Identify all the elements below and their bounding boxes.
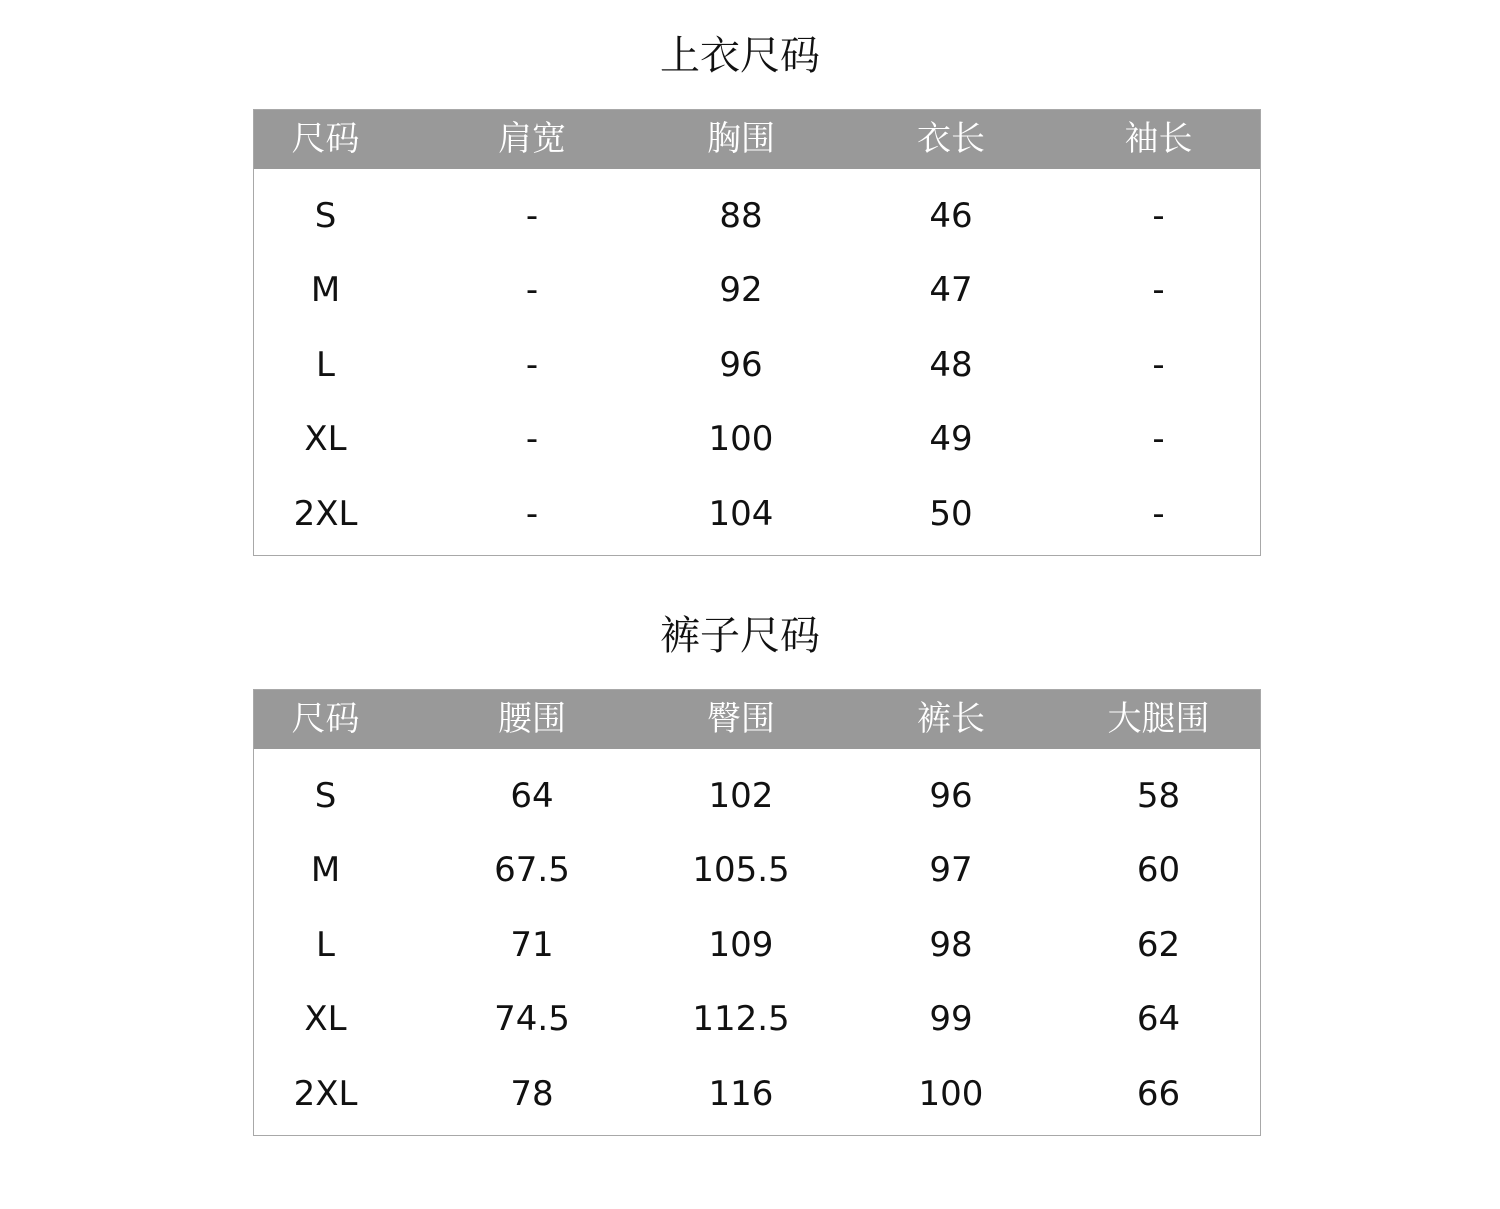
table-row (254, 1057, 1260, 1131)
table-row (254, 982, 1260, 1056)
table-row (254, 402, 1260, 476)
table-cell: 96 (719, 344, 763, 385)
table-cell: L (316, 924, 335, 965)
pants-header-waist: 腰围 (498, 699, 566, 739)
table-cell: 96 (929, 776, 973, 816)
pants-header-size: 尺码 (291, 699, 360, 739)
table-cell: 98 (929, 924, 973, 965)
table-cell: 100 (708, 419, 774, 460)
tops-size-table (253, 109, 1261, 556)
tops-table-header (254, 110, 1260, 169)
table-cell: 49 (929, 419, 973, 460)
table-cell: - (525, 270, 539, 311)
tops-table-body (254, 169, 1260, 551)
table-cell: - (1152, 493, 1165, 534)
table-cell: 74.5 (494, 999, 570, 1040)
table-cell: 48 (929, 344, 973, 385)
table-cell: 64 (510, 776, 554, 816)
tops-header-chest: 胸围 (707, 119, 775, 159)
table-row (254, 253, 1260, 327)
table-cell: M (310, 850, 341, 891)
table-cell: - (1152, 344, 1165, 385)
table-cell: 2XL (293, 1073, 358, 1114)
table-cell: - (1152, 419, 1165, 460)
table-cell: S (314, 776, 337, 816)
pants-size-table (253, 689, 1261, 1136)
table-cell: 64 (1136, 999, 1181, 1040)
table-cell: 97 (929, 850, 973, 891)
table-cell: 46 (929, 196, 973, 236)
pants-table-body (254, 749, 1260, 1131)
pants-header-hip: 臀围 (707, 699, 775, 739)
table-cell: XL (304, 999, 347, 1040)
table-cell: 99 (929, 999, 973, 1040)
table-cell: M (310, 270, 341, 311)
table-cell: 62 (1136, 924, 1181, 965)
table-row (254, 833, 1260, 907)
table-cell: 102 (708, 776, 774, 816)
table-cell: 112.5 (692, 999, 790, 1040)
tops-size-title: 上衣尺码 (660, 33, 820, 79)
table-cell: XL (304, 419, 347, 460)
table-cell: S (314, 196, 337, 236)
tops-header-size: 尺码 (291, 119, 360, 159)
table-cell: 116 (708, 1073, 774, 1114)
table-cell: 50 (929, 493, 973, 534)
pants-header-thigh: 大腿围 (1107, 699, 1210, 739)
table-cell: 78 (510, 1073, 554, 1114)
table-cell: 58 (1136, 776, 1181, 816)
table-cell: 109 (708, 924, 774, 965)
table-cell: 47 (929, 270, 973, 311)
table-row (254, 328, 1260, 402)
table-cell: 104 (708, 493, 774, 534)
table-cell: 67.5 (494, 850, 570, 891)
table-cell: - (525, 344, 539, 385)
table-cell: 2XL (293, 493, 358, 534)
tops-header-shoulder: 肩宽 (498, 119, 566, 159)
tops-header-sleeve: 袖长 (1124, 119, 1193, 159)
table-cell: - (525, 419, 539, 460)
table-cell: 60 (1136, 850, 1181, 891)
table-cell: 92 (719, 270, 763, 311)
table-cell: - (1152, 196, 1165, 236)
table-cell: - (525, 196, 539, 236)
table-cell: 100 (918, 1073, 984, 1114)
pants-size-title: 裤子尺码 (660, 613, 820, 659)
table-cell: 71 (510, 924, 554, 965)
pants-table-header (254, 690, 1260, 749)
table-row (254, 179, 1260, 253)
tops-header-length: 衣长 (917, 119, 985, 159)
pants-header-length: 裤长 (917, 699, 985, 739)
table-cell: L (316, 344, 335, 385)
table-row (254, 759, 1260, 833)
table-cell: 66 (1136, 1073, 1181, 1114)
table-row (254, 908, 1260, 982)
table-cell: - (1152, 270, 1165, 311)
table-row (254, 477, 1260, 551)
table-cell: - (525, 493, 539, 534)
table-cell: 88 (719, 196, 763, 236)
table-cell: 105.5 (692, 850, 790, 891)
